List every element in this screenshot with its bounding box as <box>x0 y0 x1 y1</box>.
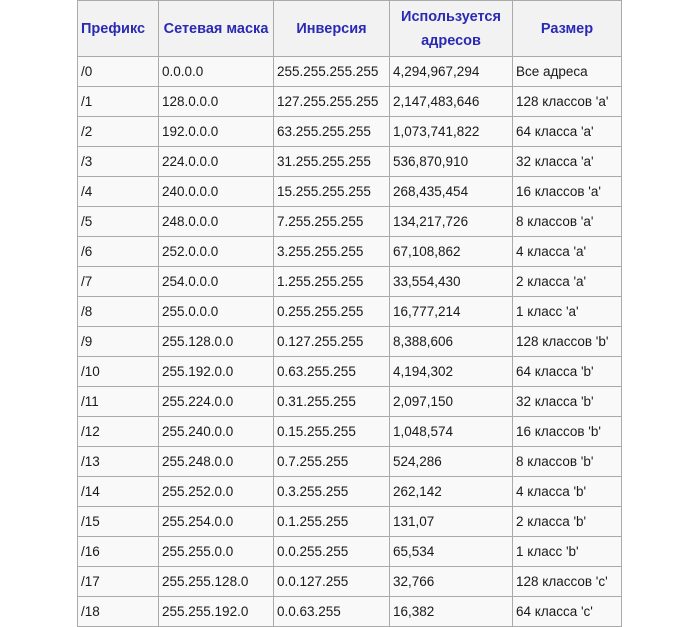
cell-inversion: 63.255.255.255 <box>274 117 390 147</box>
cell-prefix: /6 <box>78 237 159 267</box>
table-row <box>78 147 622 177</box>
cell-size: 2 класса 'a' <box>513 267 622 297</box>
cell-addresses-used: 134,217,726 <box>390 207 513 237</box>
cell-size: 128 классов 'c' <box>513 567 622 597</box>
cell-inversion: 1.255.255.255 <box>274 267 390 297</box>
cell-addresses-used: 1,073,741,822 <box>390 117 513 147</box>
cell-network-mask: 0.0.0.0 <box>159 57 274 87</box>
cell-size: 32 класса 'b' <box>513 387 622 417</box>
cell-prefix: /9 <box>78 327 159 357</box>
cell-inversion: 0.1.255.255 <box>274 507 390 537</box>
cell-network-mask: 255.240.0.0 <box>159 417 274 447</box>
cell-addresses-used: 16,382 <box>390 597 513 627</box>
cell-inversion: 0.15.255.255 <box>274 417 390 447</box>
cell-prefix: /18 <box>78 597 159 627</box>
cell-network-mask: 252.0.0.0 <box>159 237 274 267</box>
cell-inversion: 0.0.255.255 <box>274 537 390 567</box>
table-row <box>78 477 622 507</box>
cell-size: 128 классов 'a' <box>513 87 622 117</box>
cell-network-mask: 224.0.0.0 <box>159 147 274 177</box>
cell-size: 4 класса 'b' <box>513 477 622 507</box>
cell-prefix: /3 <box>78 147 159 177</box>
cell-size: 1 класс 'a' <box>513 297 622 327</box>
cell-size: 16 классов 'b' <box>513 417 622 447</box>
cell-inversion: 7.255.255.255 <box>274 207 390 237</box>
subnet-mask-table <box>77 0 622 627</box>
table-row <box>78 57 622 87</box>
cell-addresses-used: 4,194,302 <box>390 357 513 387</box>
table-body <box>78 57 622 627</box>
cell-network-mask: 255.255.128.0 <box>159 567 274 597</box>
cell-addresses-used: 65,534 <box>390 537 513 567</box>
cell-network-mask: 255.254.0.0 <box>159 507 274 537</box>
subnet-table-container <box>77 0 622 627</box>
cell-prefix: /15 <box>78 507 159 537</box>
header-addresses-used: Используется адресов <box>390 1 513 57</box>
cell-inversion: 0.3.255.255 <box>274 477 390 507</box>
cell-prefix: /8 <box>78 297 159 327</box>
cell-prefix: /5 <box>78 207 159 237</box>
cell-addresses-used: 16,777,214 <box>390 297 513 327</box>
cell-addresses-used: 8,388,606 <box>390 327 513 357</box>
cell-prefix: /0 <box>78 57 159 87</box>
cell-inversion: 255.255.255.255 <box>274 57 390 87</box>
cell-size: 8 классов 'a' <box>513 207 622 237</box>
table-row <box>78 327 622 357</box>
cell-network-mask: 255.0.0.0 <box>159 297 274 327</box>
cell-prefix: /11 <box>78 387 159 417</box>
cell-addresses-used: 268,435,454 <box>390 177 513 207</box>
header-size: Размер <box>513 1 622 57</box>
cell-size: 1 класс 'b' <box>513 537 622 567</box>
cell-inversion: 0.7.255.255 <box>274 447 390 477</box>
table-row <box>78 597 622 627</box>
table-row <box>78 447 622 477</box>
table-row <box>78 417 622 447</box>
cell-prefix: /1 <box>78 87 159 117</box>
header-network-mask: Сетевая маска <box>159 1 274 57</box>
cell-inversion: 0.255.255.255 <box>274 297 390 327</box>
cell-size: 64 класса 'a' <box>513 117 622 147</box>
cell-prefix: /14 <box>78 477 159 507</box>
table-row <box>78 237 622 267</box>
table-row <box>78 537 622 567</box>
cell-network-mask: 248.0.0.0 <box>159 207 274 237</box>
cell-inversion: 0.31.255.255 <box>274 387 390 417</box>
cell-inversion: 0.0.63.255 <box>274 597 390 627</box>
cell-inversion: 31.255.255.255 <box>274 147 390 177</box>
table-row <box>78 507 622 537</box>
table-header-row <box>78 1 622 57</box>
cell-network-mask: 255.128.0.0 <box>159 327 274 357</box>
cell-prefix: /13 <box>78 447 159 477</box>
cell-network-mask: 255.255.192.0 <box>159 597 274 627</box>
cell-addresses-used: 32,766 <box>390 567 513 597</box>
table-row <box>78 267 622 297</box>
cell-network-mask: 255.192.0.0 <box>159 357 274 387</box>
cell-addresses-used: 2,147,483,646 <box>390 87 513 117</box>
table-row <box>78 117 622 147</box>
cell-network-mask: 255.224.0.0 <box>159 387 274 417</box>
cell-inversion: 0.127.255.255 <box>274 327 390 357</box>
table-row <box>78 297 622 327</box>
cell-inversion: 0.63.255.255 <box>274 357 390 387</box>
cell-network-mask: 255.255.0.0 <box>159 537 274 567</box>
table-row <box>78 177 622 207</box>
cell-prefix: /17 <box>78 567 159 597</box>
cell-inversion: 0.0.127.255 <box>274 567 390 597</box>
cell-size: 64 класса 'c' <box>513 597 622 627</box>
cell-addresses-used: 131,07 <box>390 507 513 537</box>
cell-size: 8 классов 'b' <box>513 447 622 477</box>
cell-prefix: /7 <box>78 267 159 297</box>
cell-inversion: 127.255.255.255 <box>274 87 390 117</box>
cell-prefix: /12 <box>78 417 159 447</box>
cell-size: Все адреса <box>513 57 622 87</box>
header-prefix: Префикс <box>78 1 159 57</box>
header-inversion: Инверсия <box>274 1 390 57</box>
table-row <box>78 567 622 597</box>
cell-addresses-used: 2,097,150 <box>390 387 513 417</box>
cell-size: 2 класса 'b' <box>513 507 622 537</box>
cell-prefix: /16 <box>78 537 159 567</box>
cell-network-mask: 128.0.0.0 <box>159 87 274 117</box>
cell-size: 4 класса 'a' <box>513 237 622 267</box>
cell-prefix: /4 <box>78 177 159 207</box>
cell-addresses-used: 536,870,910 <box>390 147 513 177</box>
table-row <box>78 87 622 117</box>
cell-size: 16 классов 'a' <box>513 177 622 207</box>
table-row <box>78 357 622 387</box>
cell-prefix: /10 <box>78 357 159 387</box>
cell-addresses-used: 33,554,430 <box>390 267 513 297</box>
cell-addresses-used: 262,142 <box>390 477 513 507</box>
cell-size: 128 классов 'b' <box>513 327 622 357</box>
cell-size: 32 класса 'a' <box>513 147 622 177</box>
table-row <box>78 387 622 417</box>
cell-network-mask: 192.0.0.0 <box>159 117 274 147</box>
cell-network-mask: 240.0.0.0 <box>159 177 274 207</box>
cell-network-mask: 255.248.0.0 <box>159 447 274 477</box>
cell-inversion: 15.255.255.255 <box>274 177 390 207</box>
cell-addresses-used: 1,048,574 <box>390 417 513 447</box>
cell-addresses-used: 524,286 <box>390 447 513 477</box>
cell-addresses-used: 4,294,967,294 <box>390 57 513 87</box>
table-row <box>78 207 622 237</box>
cell-network-mask: 254.0.0.0 <box>159 267 274 297</box>
cell-inversion: 3.255.255.255 <box>274 237 390 267</box>
cell-network-mask: 255.252.0.0 <box>159 477 274 507</box>
cell-prefix: /2 <box>78 117 159 147</box>
cell-size: 64 класса 'b' <box>513 357 622 387</box>
cell-addresses-used: 67,108,862 <box>390 237 513 267</box>
